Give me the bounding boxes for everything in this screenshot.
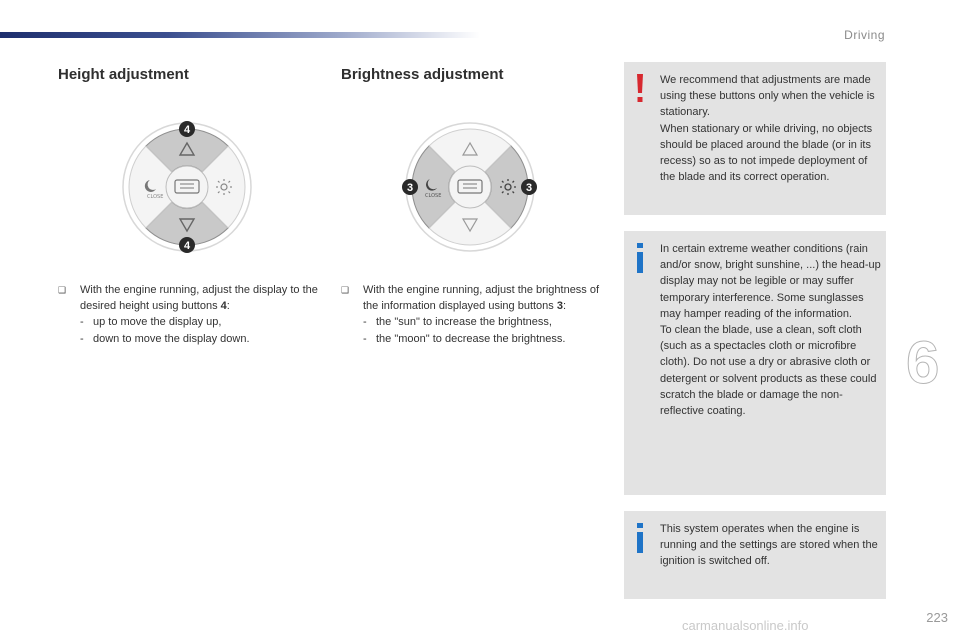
header-color-bar (0, 32, 480, 38)
info-text: This system operates when the engine is running and the settings are stored when the ignition is switched off. (660, 523, 878, 568)
height-control-diagram (120, 120, 255, 255)
info-icon (634, 243, 646, 273)
bullet-icon: ❑ (58, 285, 67, 295)
height-instructions: ❑ With the engine running, adjust the display to the desired height using buttons 4: - up to move the display up, - down to move the display down. (58, 282, 323, 347)
svg-text:4: 4 (183, 240, 191, 252)
info-notice-weather (624, 231, 886, 495)
svg-text:3: 3 (406, 182, 414, 194)
info-notice-settings (624, 511, 886, 599)
svg-text:3: 3 (525, 182, 533, 194)
close-label: CLOSE (425, 193, 442, 199)
info-text: In certain extreme weather conditions (rain and/or snow, bright sunshine, ...) the head-up display may not be legible or may suffer temporary interference. Some sunglasses may hamper reading of the information. To clean the blade, use a clean, soft cloth (such as a spectacles cloth or microfibre cloth). Do not use a dry or abrasive cloth or detergent or solvent products as these could scratch the blade or damage the non-reflective coating. (660, 243, 881, 418)
svg-text:4: 4 (183, 124, 191, 136)
list-item: - down to move the display down. (80, 332, 250, 345)
brightness-control-diagram (400, 120, 540, 255)
section-label: Driving (844, 28, 885, 42)
info-icon (634, 523, 646, 553)
warning-text: We recommend that adjustments are made using these buttons only when the vehicle is stationary. When stationary or while driving, no objects should be placed around the blade (or in its recess) so as to not impede deployment of the blade and its correct operation. (660, 74, 875, 184)
brightness-adjustment-heading: Brightness adjustment (341, 66, 504, 83)
callout-3-left (402, 179, 418, 195)
page-number: 223 (926, 610, 948, 625)
callout-3-right (521, 179, 537, 195)
svg-text:6: 6 (906, 329, 940, 396)
list-item: - the "sun" to increase the brightness, (363, 316, 552, 329)
list-item: - the "moon" to decrease the brightness. (363, 332, 566, 345)
callout-4-top (179, 121, 195, 137)
chapter-number-tab (900, 325, 960, 400)
close-label: CLOSE (147, 194, 164, 200)
height-adjustment-heading: Height adjustment (58, 66, 189, 83)
watermark: carmanualsonline.info (682, 618, 809, 633)
brightness-instructions: ❑ With the engine running, adjust the brightness of the information displayed using buttons 3: - the "sun" to increase the brightness, - the "moon" to decrease the brightness. (341, 282, 601, 347)
callout-4-bottom (179, 237, 195, 253)
bullet-icon: ❑ (341, 285, 350, 295)
list-item: - up to move the display up, (80, 316, 222, 329)
warning-notice (624, 62, 886, 215)
exclamation-icon (634, 74, 646, 104)
